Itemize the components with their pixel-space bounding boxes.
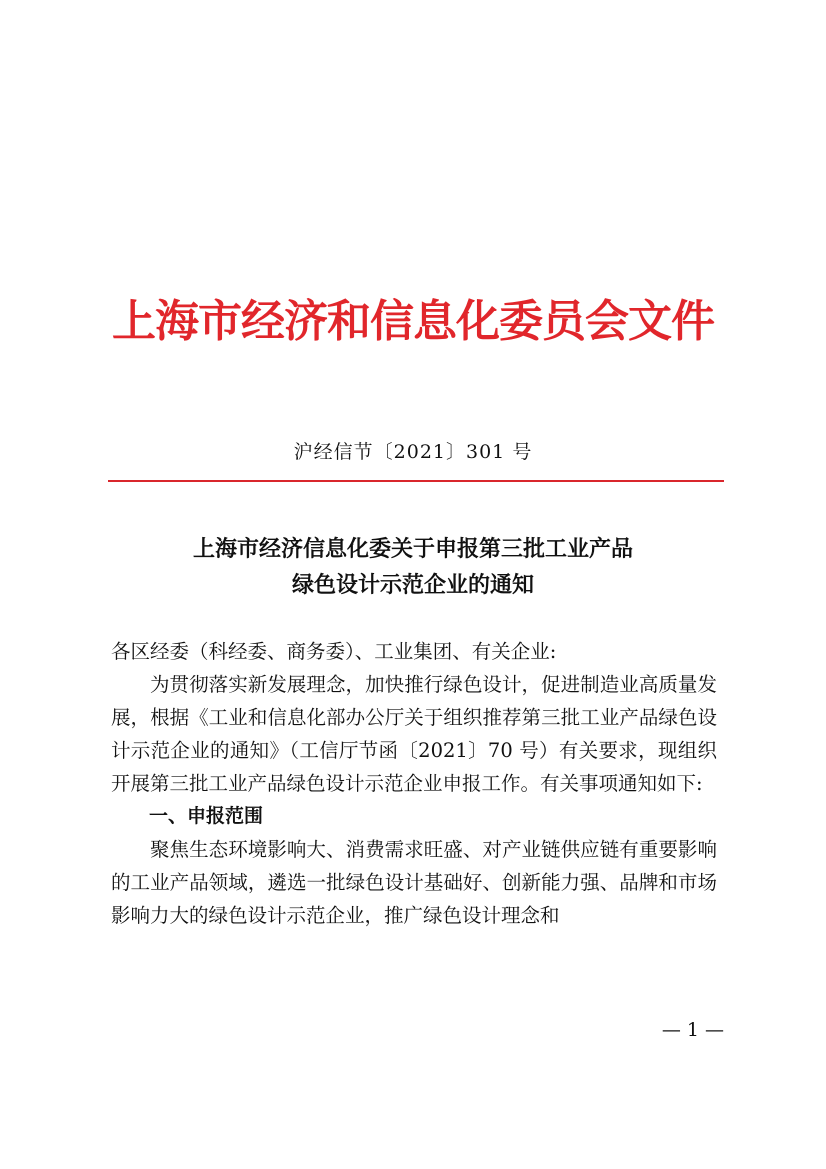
notice-title-line-2: 绿色设计示范企业的通知 [291, 572, 534, 598]
paragraph-scope: 聚焦生态环境影响大、消费需求旺盛、对产业链供应链有重要影响的工业产品领域，遴选一批绿色设计基础好、创新能力强、品牌和市场影响力大的绿色设计示范企业，推广绿色设计理念和 [111, 838, 717, 927]
paragraph-introduction: 为贯彻落实新发展理念，加快推行绿色设计，促进制造业高质量发展，根据《工业和信息化部办公厅关于组织推荐第三批工业产品绿色设计示范企业的通知》（工信厅节函〔2021〕70 号）有关要求，现组织开展第三批工业产品绿色设计示范企业申报工作。有关事项通知如下: [111, 673, 717, 795]
page-number: — 1 — [661, 1019, 724, 1041]
red-divider-line [108, 480, 724, 482]
document-number: 沪经信节〔2021〕301 号 [293, 441, 533, 463]
notice-title [100, 531, 726, 603]
notice-title-line-1: 上海市经济信息化委关于申报第三批工业产品 [192, 536, 633, 562]
salutation: 各区经委（科经委、商务委）、工业集团、有关企业: [111, 640, 557, 663]
notice-body [111, 635, 717, 932]
masthead-title: 上海市经济和信息化委员会文件 [112, 296, 714, 347]
section-heading-scope: 一、申报范围 [149, 805, 264, 827]
